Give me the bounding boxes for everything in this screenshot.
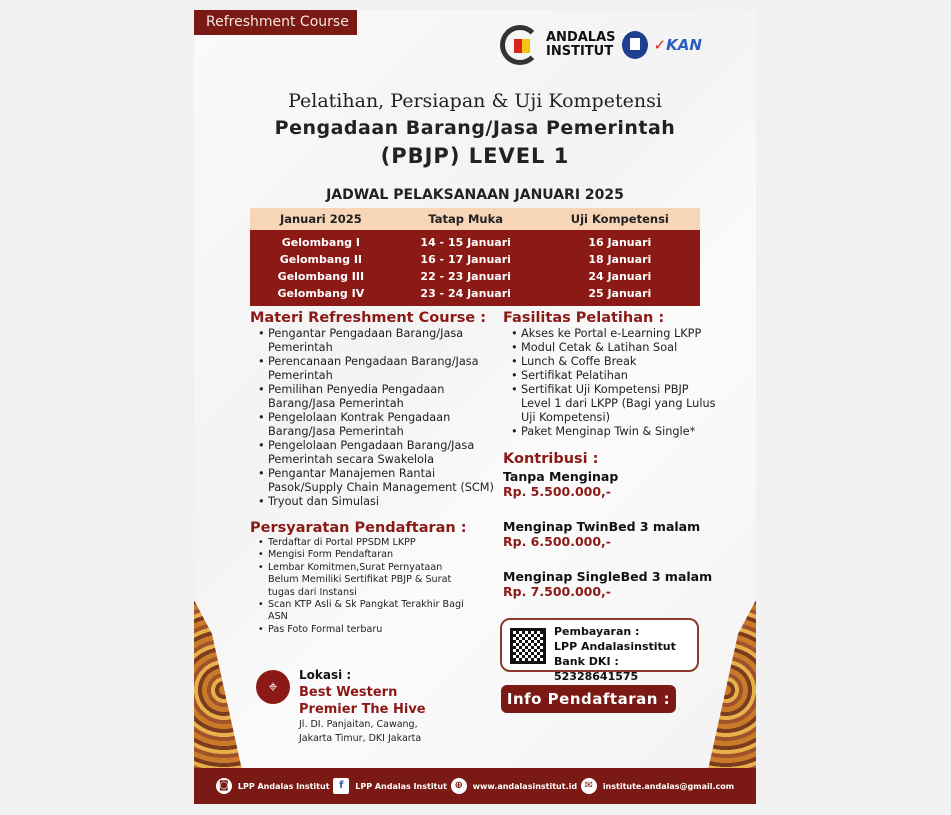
table-row: Gelombang IV 23 - 24 Januari 25 Januari bbox=[250, 285, 700, 306]
title-line3: (PBJP) LEVEL 1 bbox=[380, 144, 570, 168]
poster bbox=[194, 10, 756, 804]
col-header: Januari 2025 bbox=[250, 208, 392, 230]
list-item: • Lembar Komitmen,Surat Pernyataan Belum Memiliki Sertifikat PBJP & Surat tugas dari Instansi bbox=[258, 562, 468, 599]
list-item: • Terdaftar di Portal PPSDM LKPP bbox=[258, 537, 468, 549]
list-item: • Paket Menginap Twin & Single* bbox=[511, 425, 718, 439]
package-name: Tanpa Menginap bbox=[503, 469, 619, 484]
address-line1: Jl. DI. Panjaitan, Cawang, bbox=[299, 719, 418, 730]
col-header: Uji Kompetensi bbox=[540, 208, 700, 230]
course-tag: Refreshment Course bbox=[194, 10, 357, 35]
list-item: • Mengisi Form Pendaftaran bbox=[258, 549, 468, 561]
list-item: • Akses ke Portal e-Learning LKPP bbox=[511, 327, 718, 341]
schedule-table bbox=[250, 208, 700, 306]
list-item: • Pemilihan Penyedia Pengadaan Barang/Jasa Pemerintah bbox=[258, 383, 495, 411]
title-line2: Pengadaan Barang/Jasa Pemerintah bbox=[274, 117, 676, 139]
email-link[interactable]: ✉ institute.andalas@gmail.com bbox=[581, 778, 734, 794]
facebook-link[interactable]: f LPP Andalas Institut bbox=[333, 778, 447, 794]
facebook-icon: f bbox=[333, 778, 349, 794]
andalas-logo-icon bbox=[500, 25, 540, 65]
fasilitas-section bbox=[503, 310, 718, 599]
package-price: Rp. 7.500.000,- bbox=[503, 584, 611, 599]
payment-box bbox=[500, 618, 699, 683]
list-item: • Tryout dan Simulasi bbox=[258, 495, 495, 509]
list-item: • Scan KTP Asli & Sk Pangkat Terakhir Bagi ASN bbox=[258, 599, 468, 624]
andalas-logo-text: ANDALAS INSTITUT bbox=[546, 30, 616, 59]
qr-code-icon[interactable] bbox=[510, 628, 546, 664]
address-line2: Jakarta Timur, DKI Jakarta bbox=[299, 733, 422, 744]
location-label: Lokasi : bbox=[299, 668, 352, 682]
instagram-icon: ◙ bbox=[216, 778, 232, 794]
package-price: Rp. 5.500.000,- bbox=[503, 484, 611, 499]
persyaratan-title: Persyaratan Pendaftaran : bbox=[250, 520, 467, 536]
package-name: Menginap TwinBed 3 malam bbox=[503, 519, 701, 534]
list-item: • Perencanaan Pengadaan Barang/Jasa Pemerintah bbox=[258, 355, 495, 383]
list-item: • Pengantar Pengadaan Barang/Jasa Pemerintah bbox=[258, 327, 495, 355]
materi-title: Materi Refreshment Course : bbox=[250, 310, 487, 326]
list-item: • Pas Foto Formal terbaru bbox=[258, 624, 468, 636]
list-item: • Lunch & Coffe Break bbox=[511, 355, 718, 369]
location-pin-icon: ⌖ bbox=[256, 670, 290, 704]
list-item: • Modul Cetak & Latihan Soal bbox=[511, 341, 718, 355]
batik-ornament-right bbox=[696, 600, 756, 770]
list-item: • Pengelolaan Pengadaan Barang/Jasa Pemerintah secara Swakelola bbox=[258, 439, 495, 467]
location bbox=[299, 667, 426, 746]
mail-icon: ✉ bbox=[581, 778, 597, 794]
batik-ornament-left bbox=[194, 600, 254, 770]
kontribusi-title: Kontribusi : bbox=[503, 451, 599, 467]
table-row: Gelombang II 16 - 17 Januari 18 Januari bbox=[250, 251, 700, 268]
instagram-link[interactable]: ◙ LPP Andalas Institut bbox=[216, 778, 330, 794]
iso-logo-icon bbox=[622, 31, 648, 59]
kan-logo: ✓KAN bbox=[653, 36, 702, 54]
package-price: Rp. 6.500.000,- bbox=[503, 534, 611, 549]
list-item: • Pengelolaan Kontrak Pengadaan Barang/Jasa Pemerintah bbox=[258, 411, 495, 439]
title-line1: Pelatihan, Persiapan & Uji Kompetensi bbox=[288, 90, 662, 112]
list-item: • Pengantar Manajemen Rantai Pasok/Supply Chain Management (SCM) bbox=[258, 467, 495, 495]
venue-line1: Best Western bbox=[299, 685, 398, 700]
footer bbox=[194, 768, 756, 804]
info-pendaftaran-button[interactable]: Info Pendaftaran : bbox=[501, 685, 676, 713]
fasilitas-title: Fasilitas Pelatihan : bbox=[503, 310, 665, 326]
col-header: Tatap Muka bbox=[392, 208, 540, 230]
logos bbox=[500, 25, 702, 65]
table-row: Gelombang III 22 - 23 Januari 24 Januari bbox=[250, 268, 700, 285]
list-item: • Sertifikat Uji Kompetensi PBJP Level 1 dari LKPP (Bagi yang Lulus Uji Kompetensi) bbox=[511, 383, 718, 425]
list-item: • Sertifikat Pelatihan bbox=[511, 369, 718, 383]
table-row: Gelombang I 14 - 15 Januari 16 Januari bbox=[250, 230, 700, 251]
payment-label: Pembayaran : bbox=[554, 625, 640, 638]
venue-line2: Premier The Hive bbox=[299, 702, 426, 717]
package-name: Menginap SingleBed 3 malam bbox=[503, 569, 713, 584]
materi-section bbox=[250, 310, 495, 636]
globe-icon: ⊕ bbox=[451, 778, 467, 794]
schedule-title: JADWAL PELAKSANAAN JANUARI 2025 bbox=[326, 187, 624, 203]
payment-account: LPP Andalasinstitut bbox=[554, 640, 676, 653]
payment-bank: Bank DKI : 52328641575 bbox=[554, 655, 639, 683]
website-link[interactable]: ⊕ www.andalasinstitut.id bbox=[451, 778, 577, 794]
